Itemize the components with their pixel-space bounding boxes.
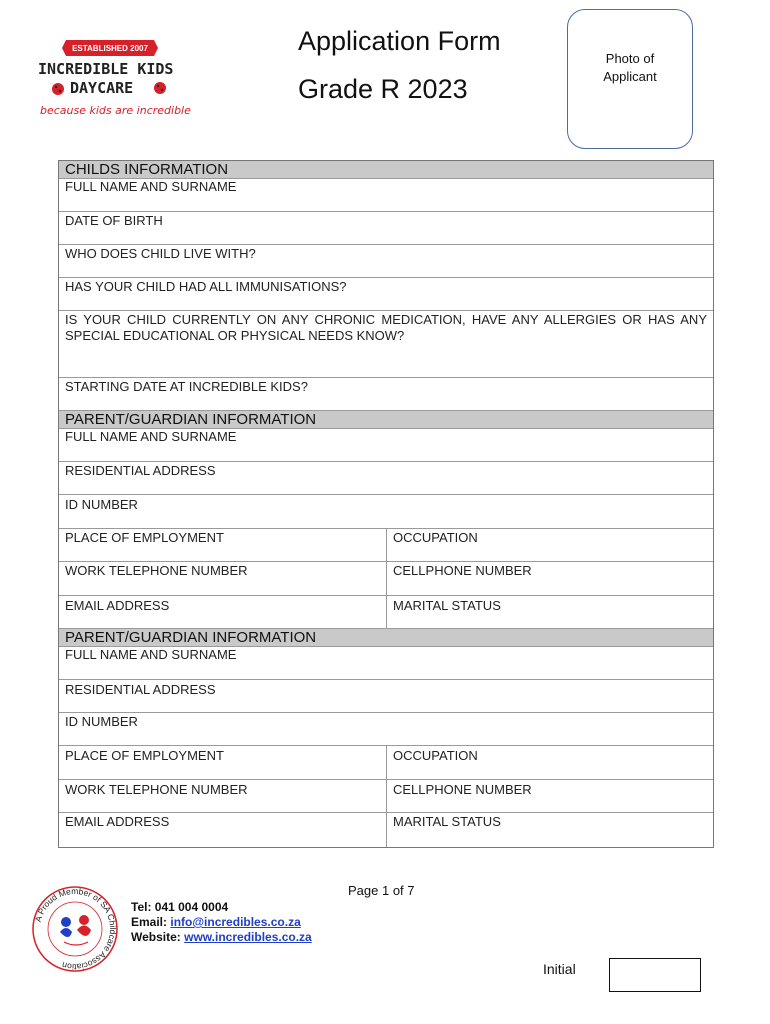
child-start-date-label: STARTING DATE AT INCREDIBLE KIDS? (65, 379, 308, 394)
guardian2-email-row (59, 813, 713, 847)
logo-line1: INCREDIBLE KIDS (38, 60, 174, 78)
guardian1-id-field[interactable] (59, 495, 713, 529)
child-dob-label: DATE OF BIRTH (65, 213, 163, 228)
logo-tagline: because kids are incredible (40, 104, 191, 117)
childcare-association-seal (30, 884, 120, 974)
guardian2-id-label: ID NUMBER (65, 714, 138, 729)
child-lives-with-label: WHO DOES CHILD LIVE WITH? (65, 246, 256, 261)
child-lives-with-field[interactable] (59, 245, 713, 278)
childs-info-header: CHILDS INFORMATION (65, 161, 229, 178)
guardian2-id-field[interactable] (59, 713, 713, 746)
guardian2-full-name-field[interactable] (59, 647, 713, 680)
logo-line2: DAYCARE (70, 79, 134, 97)
guardian1-work-tel-field[interactable]: WORK TELEPHONE NUMBER (59, 562, 387, 595)
guardian1-address-label: RESIDENTIAL ADDRESS (65, 463, 216, 478)
guardian2-marital-field[interactable]: MARITAL STATUS (393, 814, 501, 829)
guardian1-email-row (59, 596, 713, 629)
child-full-name-label: FULL NAME AND SURNAME (65, 179, 237, 194)
guardian2-cell-field[interactable]: CELLPHONE NUMBER (393, 782, 532, 797)
form-title (298, 22, 501, 108)
guardian2-phone-row (59, 780, 713, 813)
contact-email-link[interactable]: info@incredibles.co.za (170, 915, 301, 929)
child-medical-needs-label: IS YOUR CHILD CURRENTLY ON ANY CHRONIC MEDICATION, HAVE ANY ALLERGIES OR HAS ANY SPECIAL EDUCATIONAL OR PHYSICAL NEEDS KNOW? (65, 312, 707, 343)
guardian1-employment-field[interactable]: PLACE OF EMPLOYMENT (59, 529, 387, 561)
guardian1-header: PARENT/GUARDIAN INFORMATION (65, 411, 317, 428)
contact-tel: Tel: 041 004 0004 (131, 900, 229, 914)
contact-website-link[interactable]: www.incredibles.co.za (184, 930, 312, 944)
guardian1-cell-field[interactable]: CELLPHONE NUMBER (393, 563, 532, 578)
guardian1-marital-field[interactable]: MARITAL STATUS (393, 598, 501, 613)
guardian1-phone-row (59, 562, 713, 596)
section-header-childs-information (59, 161, 713, 179)
guardian2-address-field[interactable] (59, 680, 713, 713)
title-grade: Grade R 2023 (298, 74, 468, 104)
svg-text:A Proud Member of SA Childcare: A Proud Member of SA Childcare Association (32, 885, 119, 973)
logo-ribbon-text: ESTABLISHED 2007 (72, 44, 148, 53)
section-header-guardian-1 (59, 411, 713, 429)
contact-website-line (131, 930, 312, 945)
guardian2-employment-row (59, 746, 713, 780)
guardian1-occupation-field[interactable]: OCCUPATION (393, 530, 478, 545)
child-start-date-field[interactable] (59, 378, 713, 411)
guardian2-work-tel-field[interactable]: WORK TELEPHONE NUMBER (59, 780, 387, 812)
guardian2-email-field[interactable]: EMAIL ADDRESS (59, 813, 387, 847)
section-header-guardian-2 (59, 629, 713, 647)
guardian1-full-name-label: FULL NAME AND SURNAME (65, 429, 237, 444)
title-application-form: Application Form (298, 26, 501, 56)
child-medical-needs-field[interactable] (59, 311, 713, 378)
initial-label: Initial (543, 961, 576, 977)
application-form-table (58, 160, 714, 848)
contact-email-label: Email: (131, 915, 171, 929)
page-number: Page 1 of 7 (348, 883, 415, 898)
guardian2-occupation-field[interactable]: OCCUPATION (393, 748, 478, 763)
guardian1-address-field[interactable] (59, 462, 713, 495)
photo-label-line1: Photo of (605, 51, 655, 66)
initial-input-box[interactable] (609, 958, 701, 992)
guardian1-employment-row (59, 529, 713, 562)
guardian2-header: PARENT/GUARDIAN INFORMATION (65, 629, 317, 646)
guardian2-full-name-label: FULL NAME AND SURNAME (65, 647, 237, 662)
contact-email-line (131, 915, 312, 930)
photo-label-line2: Applicant (603, 69, 657, 84)
child-full-name-field[interactable] (59, 179, 713, 212)
child-dob-field[interactable] (59, 212, 713, 245)
contact-website-label: Website: (131, 930, 185, 944)
contact-info (131, 900, 312, 945)
child-immunisations-field[interactable] (59, 278, 713, 311)
daycare-logo (36, 36, 192, 122)
guardian1-full-name-field[interactable] (59, 429, 713, 462)
guardian1-email-field[interactable]: EMAIL ADDRESS (59, 596, 387, 628)
guardian1-id-label: ID NUMBER (65, 497, 138, 512)
guardian2-employment-field[interactable]: PLACE OF EMPLOYMENT (59, 746, 387, 779)
photo-of-applicant-box[interactable] (567, 9, 693, 149)
guardian2-address-label: RESIDENTIAL ADDRESS (65, 682, 216, 697)
child-immunisations-label: HAS YOUR CHILD HAD ALL IMMUNISATIONS? (65, 279, 347, 294)
